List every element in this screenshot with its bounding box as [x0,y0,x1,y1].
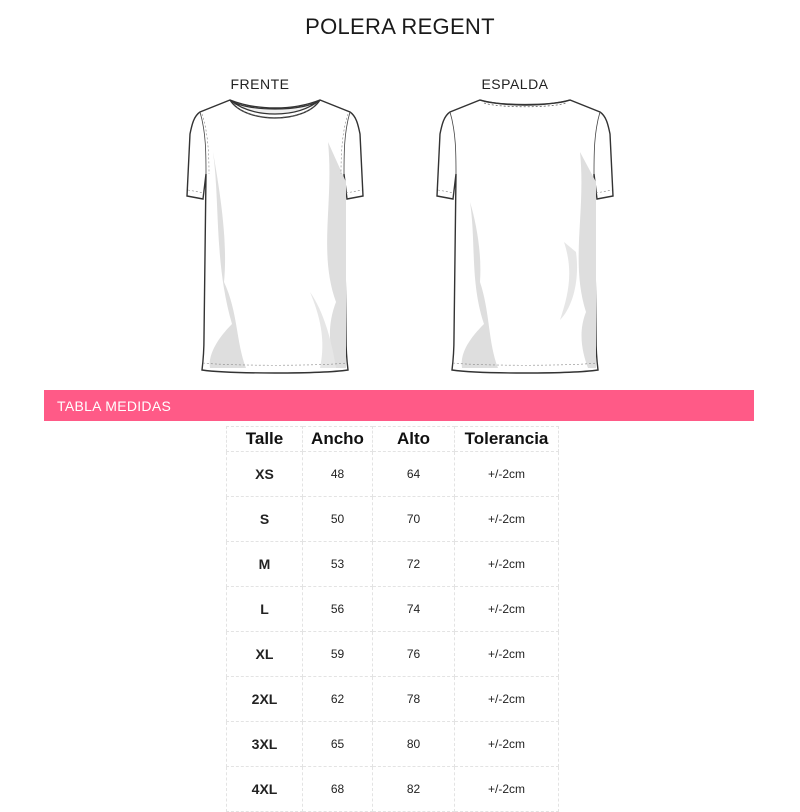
cell-size: M [227,542,303,587]
header-width: Ancho [303,427,373,452]
cell-tolerance: +/-2cm [455,542,559,587]
section-header-label: TABLA MEDIDAS [57,398,172,414]
cell-tolerance: +/-2cm [455,677,559,722]
cell-length: 72 [373,542,455,587]
cell-size: 3XL [227,722,303,767]
cell-size: L [227,587,303,632]
cell-length: 64 [373,452,455,497]
table-row [227,542,559,587]
table-row [227,677,559,722]
cell-width: 65 [303,722,373,767]
cell-size: XL [227,632,303,677]
cell-length: 70 [373,497,455,542]
cell-width: 56 [303,587,373,632]
cell-width: 53 [303,542,373,587]
cell-size: 4XL [227,767,303,812]
table-row [227,767,559,812]
cell-width: 62 [303,677,373,722]
cell-length: 78 [373,677,455,722]
cell-width: 59 [303,632,373,677]
front-view-label: FRENTE [230,76,290,92]
header-size: Talle [227,427,303,452]
cell-tolerance: +/-2cm [455,722,559,767]
cell-tolerance: +/-2cm [455,497,559,542]
cell-width: 68 [303,767,373,812]
back-view-label: ESPALDA [481,76,549,92]
cell-size: S [227,497,303,542]
cell-size: XS [227,452,303,497]
page-title: POLERA REGENT [305,14,495,39]
cell-size: 2XL [227,677,303,722]
cell-width: 48 [303,452,373,497]
cell-tolerance: +/-2cm [455,587,559,632]
cell-tolerance: +/-2cm [455,452,559,497]
table-row [227,497,559,542]
cell-tolerance: +/-2cm [455,767,559,812]
table-row [227,452,559,497]
table-header-row [227,427,559,452]
cell-length: 74 [373,587,455,632]
tshirt-front-illustration [150,92,400,382]
table-row [227,722,559,767]
cell-width: 50 [303,497,373,542]
cell-length: 82 [373,767,455,812]
tshirt-back-illustration [400,92,650,382]
cell-length: 76 [373,632,455,677]
table-row [227,587,559,632]
size-chart-table [226,426,559,812]
table-row [227,632,559,677]
header-tolerance: Tolerancia [455,427,559,452]
header-length: Alto [373,427,455,452]
section-header-band [44,390,754,421]
cell-length: 80 [373,722,455,767]
cell-tolerance: +/-2cm [455,632,559,677]
